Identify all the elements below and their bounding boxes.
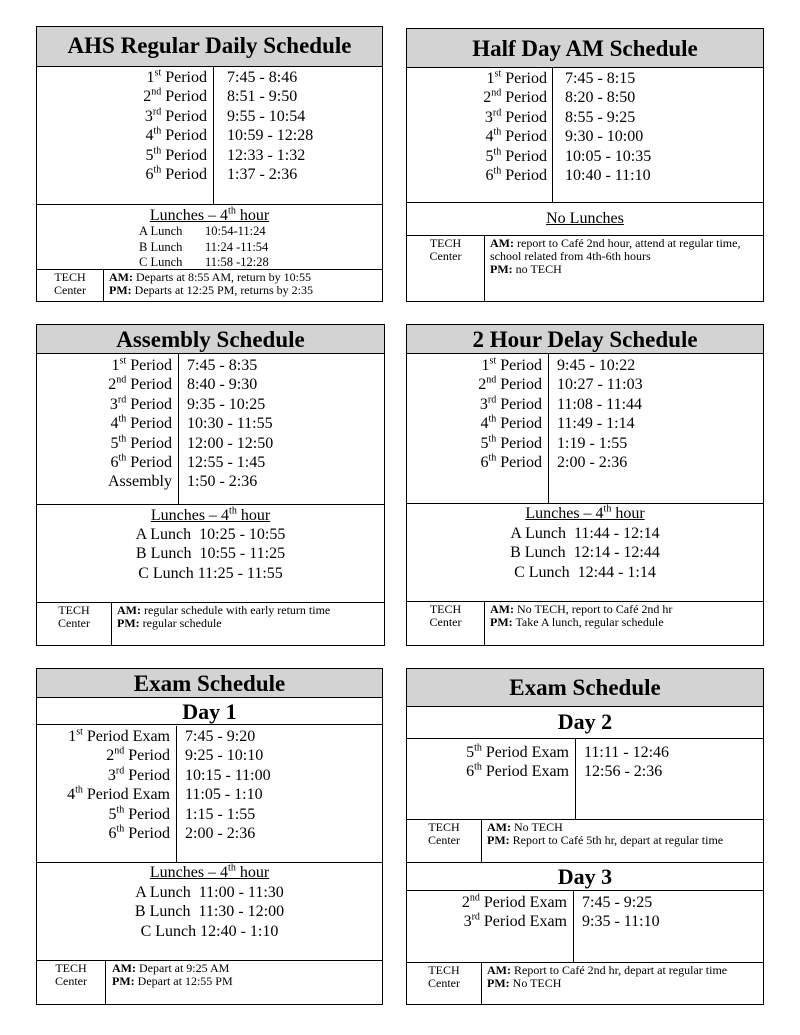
exam-day1-divider [176,726,177,862]
regular-lunch-names [139,224,182,271]
period-label: 2nd Period [478,375,542,394]
period-time: 1:37 - 2:36 [227,166,298,184]
regular-tech-text: AM: Departs at 8:55 AM, return by 10:55 PM: Departs at 12:25 PM, returns by 2:35 [109,270,313,297]
exam-day2-hr-1 [407,819,763,820]
exam-day2-tech-text: AM: No TECH PM: Report to Café 5th hr, depart at regular time [487,820,724,847]
regular-divider [213,67,214,204]
regular-schedule-box [36,26,383,302]
exam-day1-tech-text: AM: Depart at 9:25 AM PM: Depart at 12:55 PM [112,961,233,988]
delay-tech-label: TECH Center [429,602,462,629]
lunch-name: C Lunch [139,255,183,269]
exam-day2-period-times [584,743,669,782]
period-label: 6th Period Exam [466,762,569,781]
period-label: 3rd Period Exam [463,912,567,931]
period-time: 7:45 - 9:20 [185,728,256,745]
period-label: 6th Period [110,452,172,472]
lunch-line: C Lunch 12:44 - 1:14 [514,563,656,581]
period-time: 11:11 - 12:46 [584,744,670,761]
lunch-line: A Lunch 11:44 - 12:14 [510,525,660,542]
period-label: 2nd Period [108,375,172,394]
exam-day1-title: Exam Schedule [37,669,382,698]
period-time: 11:08 - 11:44 [557,395,643,413]
period-time: 12:00 - 12:50 [187,434,274,452]
exam-day23-title: Exam Schedule [407,669,763,707]
assembly-lunches [37,525,384,583]
assembly-tech-label: TECH Center [58,603,90,630]
halfday-divider [552,68,553,202]
halfday-tech-divider [484,235,485,301]
delay-period-times [557,356,643,472]
period-label: 1st Period Exam [68,726,170,745]
exam-day1-box [36,668,383,1005]
lunch-time: 11:58 -12:28 [205,255,269,269]
period-label: 1st Period [111,355,172,374]
exam-day2-tech-label: TECH Center [428,820,460,847]
period-label: 4th Period [145,125,207,145]
exam-day1-period-labels [37,727,170,843]
period-label: 5th Period [485,146,547,165]
halfday-no-lunches: No Lunches [546,210,624,227]
assembly-divider [178,354,179,504]
exam-day3-heading: Day 3 [407,863,763,891]
delay-lunches [407,524,763,582]
period-time: 10:40 - 11:10 [565,167,651,185]
assembly-period-times [187,356,273,492]
period-time: 7:45 - 8:46 [227,69,298,86]
regular-tech-divider [103,269,104,301]
lunch-name: A Lunch [139,224,183,238]
period-time: 7:45 - 8:15 [565,70,636,87]
assembly-period-labels [37,356,172,492]
period-label: 4th Period [110,413,172,433]
period-label: 6th Period [480,452,542,472]
delay-divider [548,354,549,503]
halfday-hr-1 [407,202,763,203]
period-time: 9:45 - 10:22 [557,357,636,374]
exam-day23-box [406,668,764,1005]
assembly-schedule-title: Assembly Schedule [37,325,384,354]
period-label: 3rd Period [479,394,542,413]
period-label: 1st Period [486,68,547,87]
period-label: 1st Period [481,355,542,374]
regular-lunch-title: Lunches – 4th hour [149,205,270,224]
lunch-time: 11:24 -11:54 [205,239,269,254]
regular-lunch-times [205,224,269,271]
lunch-name: B Lunch [139,239,183,254]
exam-day3-period-times [582,893,660,932]
period-time: 9:30 - 10:00 [565,128,644,146]
lunch-line: B Lunch 12:14 - 12:44 [510,544,660,562]
period-time: 2:00 - 2:36 [557,454,628,472]
period-label: 3rd Period [107,765,170,784]
exam-day2-heading: Day 2 [407,707,763,739]
exam-day2-tech-divider [481,819,482,862]
halfday-schedule-box [406,28,764,302]
period-label: 2nd Period [483,88,547,107]
period-time: 1:50 - 2:36 [187,473,258,491]
lunch-time: 10:54-11:24 [205,224,266,238]
period-time: 11:49 - 1:14 [557,415,635,433]
exam-day2-divider [575,739,576,819]
delay-period-labels [407,356,542,472]
period-time: 10:59 - 12:28 [227,127,314,145]
delay-lunch-title: Lunches – 4th hour [525,503,645,522]
delay-tech-divider [484,601,485,645]
exam-day1-period-times [185,727,271,843]
period-time: 9:25 - 10:10 [185,747,264,765]
halfday-schedule-title: Half Day AM Schedule [407,29,763,68]
period-label: 2nd Period [143,87,207,106]
period-label: 3rd Period [484,107,547,126]
exam-day3-tech-label: TECH Center [428,963,460,990]
period-time: 11:05 - 1:10 [185,786,263,804]
regular-schedule-title: AHS Regular Daily Schedule [37,27,382,67]
period-label: 1st Period [146,67,207,86]
period-label: 2nd Period [106,746,170,765]
period-time: 7:45 - 9:25 [582,894,653,911]
period-time: 8:55 - 9:25 [565,108,636,126]
period-label: 6th Period [485,165,547,185]
period-label: 5th Period [110,433,172,452]
exam-day3-divider [573,891,574,962]
period-label: 3rd Period [144,106,207,125]
exam-day3-period-labels [407,893,567,932]
period-time: 1:19 - 1:55 [557,434,628,452]
delay-schedule-title: 2 Hour Delay Schedule [407,325,763,354]
period-label: 5th Period Exam [466,742,569,761]
period-label: 2nd Period Exam [461,892,567,911]
period-time: 2:00 - 2:36 [185,825,256,843]
period-time: 9:35 - 10:25 [187,395,266,413]
period-time: 9:55 - 10:54 [227,107,306,125]
halfday-period-times [565,69,651,185]
period-label: 4th Period Exam [67,784,170,804]
period-time: 8:20 - 8:50 [565,89,636,107]
period-time: 8:40 - 9:30 [187,376,258,394]
period-time: 12:55 - 1:45 [187,454,266,472]
lunch-line: B Lunch 10:55 - 11:25 [135,545,286,563]
assembly-schedule-box [36,324,385,646]
period-label: 5th Period [145,145,207,164]
period-label: 4th Period [480,413,542,433]
exam-day3-tech-text: AM: Report to Café 2nd hr, depart at regular time PM: No TECH [487,963,728,990]
period-label: 6th Period [145,164,207,184]
lunch-line: C Lunch 11:25 - 11:55 [138,564,283,582]
period-label: 6th Period [108,823,170,843]
period-label: Assembly [108,473,172,491]
exam-day1-tech-divider [105,960,106,1004]
period-label: 4th Period [485,126,547,146]
period-time: 7:45 - 8:35 [187,357,258,374]
assembly-lunch-title: Lunches – 4th hour [150,505,271,524]
period-time: 8:51 - 9:50 [227,88,298,106]
lunch-line: A Lunch 10:25 - 10:55 [135,526,286,543]
delay-tech-text: AM: No TECH, report to Café 2nd hr PM: Take A lunch, regular schedule [490,602,673,629]
delay-schedule-box [406,324,764,646]
period-label: 5th Period [108,804,170,823]
exam-day3-tech-divider [481,962,482,1004]
exam-day1-lunches [37,883,382,941]
exam-day1-lunch-title: Lunches – 4th hour [149,862,270,881]
period-time: 10:15 - 11:00 [185,766,271,784]
period-label: 3rd Period [109,394,172,413]
regular-period-labels [37,68,207,184]
period-time: 10:27 - 11:03 [557,376,643,394]
assembly-hr-1 [37,504,384,505]
exam-day2-period-labels [407,743,569,782]
regular-period-times [227,68,313,184]
lunch-line: C Lunch 12:40 - 1:10 [140,922,279,940]
halfday-tech-text: AM: report to Café 2nd hour, attend at regular time, school related from 4th-6th hours PM: no TECH [490,236,741,276]
halfday-tech-label: TECH Center [429,236,462,263]
period-time: 12:33 - 1:32 [227,146,306,164]
lunch-line: B Lunch 11:30 - 12:00 [134,903,285,921]
regular-tech-label: TECH Center [54,270,86,297]
regular-hr-1 [37,204,382,205]
halfday-period-labels [407,69,547,185]
exam-day1-heading: Day 1 [37,698,382,725]
exam-day1-tech-label: TECH Center [55,961,87,988]
period-time: 10:30 - 11:55 [187,415,273,433]
period-time: 10:05 - 10:35 [565,147,652,165]
period-time: 1:15 - 1:55 [185,805,256,823]
period-time: 12:56 - 2:36 [584,763,663,781]
assembly-tech-text: AM: regular schedule with early return time PM: regular schedule [117,603,331,630]
period-time: 9:35 - 11:10 [582,913,660,931]
lunch-line: A Lunch 11:00 - 11:30 [135,884,284,901]
assembly-tech-divider [111,602,112,645]
period-label: 5th Period [480,433,542,452]
